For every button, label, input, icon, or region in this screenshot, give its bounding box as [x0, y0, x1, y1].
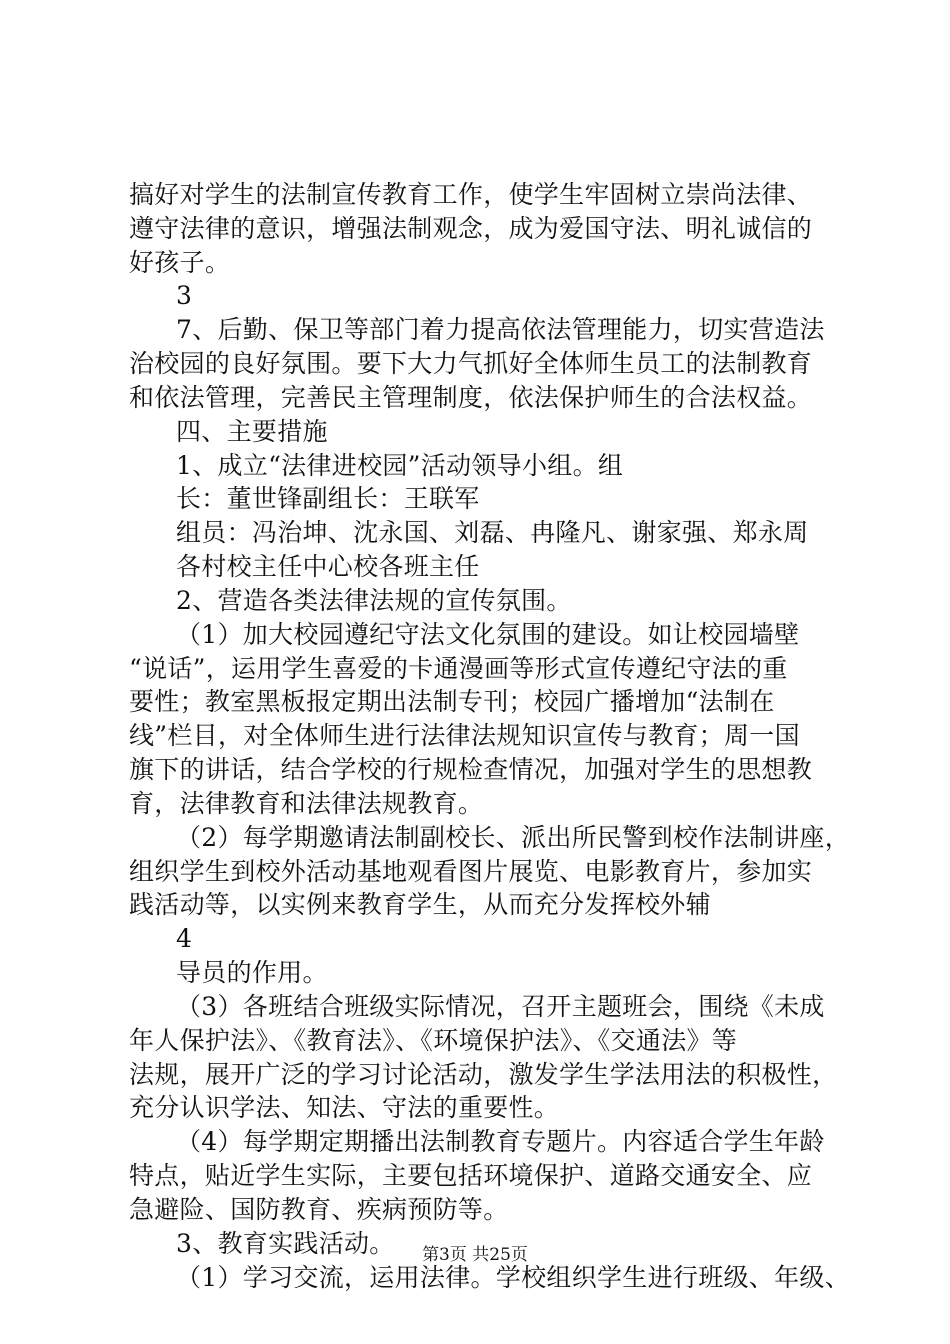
body-line: （3）各班结合班级实际情况，召开主题班会，围绕《未成: [176, 992, 825, 1021]
body-line: 2、营造各类法律法规的宣传氛围。: [176, 586, 572, 615]
body-line: 要性；教室黑板报定期出法制专刊；校园广播增加“法制在: [129, 687, 775, 716]
body-line: 法规，展开广泛的学习讨论活动，激发学生学法用法的积极性，: [129, 1060, 838, 1089]
body-line: 1、成立“法律进校园”活动领导小组。组: [176, 451, 624, 480]
body-line: 7、后勤、保卫等部门着力提高依法管理能力，切实营造法: [176, 315, 825, 344]
section-heading: 四、主要措施: [176, 417, 328, 446]
body-line: 各村校主任中心校各班主任: [176, 552, 480, 581]
body-line: （1）学习交流，运用法律。学校组织学生进行班级、年级、: [176, 1263, 851, 1292]
page-footer: 第3页 共25页: [422, 1245, 528, 1265]
body-line: 导员的作用。: [176, 958, 328, 987]
body-line: 和依法管理，完善民主管理制度，依法保护师生的合法权益。: [129, 383, 813, 412]
body-line: 好孩子。: [129, 248, 231, 277]
body-line: “说话”，运用学生喜爱的卡通漫画等形式宣传遵纪守法的重: [129, 654, 788, 683]
body-line: 治校园的良好氛围。要下大力气抓好全体师生员工的法制教育: [129, 349, 813, 378]
body-line: 线”栏目，对全体师生进行法律法规知识宣传与教育；周一国: [129, 721, 800, 750]
body-line: （2）每学期邀请法制副校长、派出所民警到校作法制讲座，: [176, 823, 851, 852]
body-line: （4）每学期定期播出法制教育专题片。内容适合学生年龄: [176, 1127, 825, 1156]
body-line: 充分认识学法、知法、守法的重要性。: [129, 1093, 560, 1122]
body-line: 特点，贴近学生实际，主要包括环境保护、道路交通安全、应: [129, 1161, 813, 1190]
body-line: 育，法律教育和法律法规教育。: [129, 789, 484, 818]
body-line: 搞好对学生的法制宣传教育工作，使学生牢固树立崇尚法律、: [129, 180, 813, 209]
body-line: 旗下的讲话，结合学校的行规检查情况，加强对学生的思想教: [129, 755, 813, 784]
body-line: 遵守法律的意识，增强法制观念，成为爱国守法、明礼诚信的: [129, 214, 813, 243]
body-line: 组织学生到校外活动基地观看图片展览、电影教育片，参加实: [129, 857, 813, 886]
body-line: 年人保护法》、《教育法》、《环境保护法》、《交通法》等: [129, 1026, 738, 1055]
body-line: 长：董世锋副组长：王联军: [176, 484, 480, 513]
body-line: 急避险、国防教育、疾病预防等。: [129, 1195, 509, 1224]
body-line: （1）加大校园遵纪守法文化氛围的建设。如让校园墙壁: [176, 620, 800, 649]
page-marker: 4: [176, 924, 193, 953]
body-line: 3、教育实践活动。: [176, 1229, 395, 1258]
body-line: 组员：冯治坤、沈永国、刘磊、冉隆凡、谢家强、郑永周: [176, 518, 809, 547]
page-marker: 3: [176, 281, 193, 310]
body-line: 践活动等，以实例来教育学生，从而充分发挥校外辅: [129, 890, 711, 919]
